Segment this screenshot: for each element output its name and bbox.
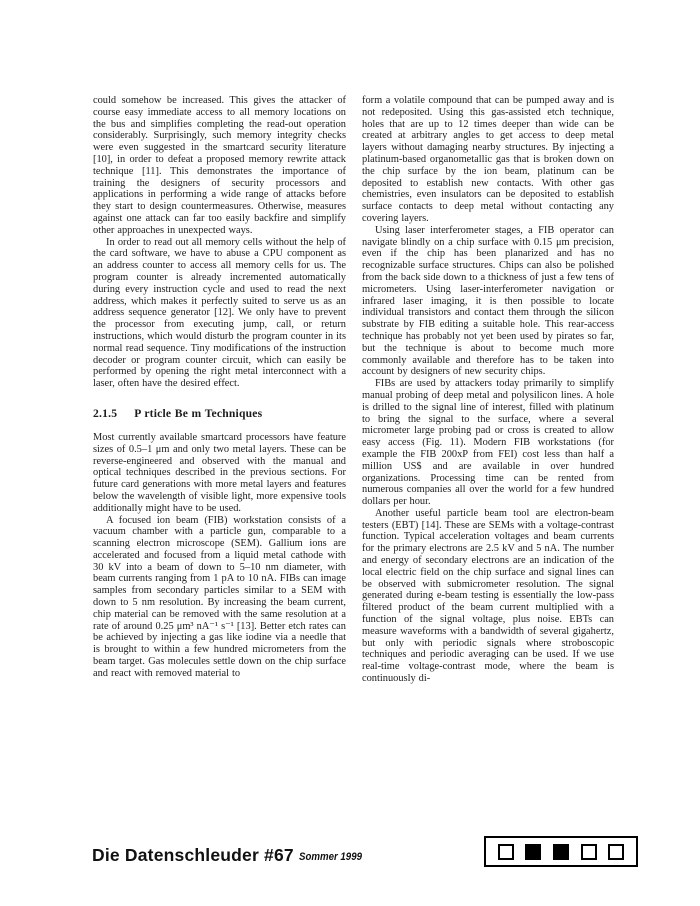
text-column-right	[362, 95, 614, 685]
paragraph-left-2: In order to read out all memory cells without the help of the card software, we have to abuse a CPU component as an address counter to access all memory cells for us. The program counter is already incremented automatically during every instruction cycle and used to read the next address, which makes it perfectly suited to serve us as an address sequence generator [12]. We only have to prevent the processor from executing jump, call, or return instructions, which would disturb the program counter in its normal read sequence. Tiny modifications of the instruction decoder or program counter circuit, which can easily be performed by opening the right metal interconnect with a laser, often have the desired effect.	[93, 236, 346, 390]
paragraph-left-4: A focused ion beam (FIB) workstation consists of a vacuum chamber with a particle gun, comparable to a scanning electron microscope (SEM). Gallium ions are accelerated and focused from a liquid metal cathode with 30 kV into a beam of down to 5–10 nm diameter, with beam currents ranging from 1 pA to 10 nA. FIBs can image samples from secondary particles similar to a SEM with down to 5 nm resolution. By increasing the beam current, chip material can be removed with the same resolution at a rate of around 0.25 μm³ nA⁻¹ s⁻¹ [13]. Better etch rates can be achieved by injecting a gas like iodine via a needle that is brought to within a few hundred micrometers from the beam target. Gas molecules settle down on the chip surface and react with removed material to	[93, 514, 346, 679]
paragraph-right-1: form a volatile compound that can be pumped away and is not redeposited. Using this gas-assisted etch technique, holes that are up to 12 times deeper than wide can be created at arbitrary angles to get access to deep metal layers without damaging nearby structures. By injecting a platinum-based organometallic gas that is broken down on the chip surface by the ion beam, platinum can be deposited to establish new contacts. With other gas chemistries, even insulators can be deposited to establish surface contacts to deep metal without contacting any covering layers.	[362, 95, 614, 224]
text-column-left	[93, 95, 346, 680]
section-number: 2.1.5	[93, 406, 118, 420]
footer-journal-title: Die Datenschleuder #67	[92, 845, 294, 865]
section-heading	[93, 407, 346, 420]
footer-issue-date: Sommer 1999	[299, 851, 362, 863]
pagination-marks	[484, 836, 638, 867]
pagination-mark-outline	[608, 844, 624, 860]
pagination-mark-filled	[553, 844, 569, 860]
paragraph-right-4: Another useful particle beam tool are electron-beam testers (EBT) [14]. These are SEMs with a voltage-contrast function. Typical acceleration voltages and beam currents for the primary electrons are 2.5 kV and 5 nA. The number and energy of secondary electrons are an indication of the local electric field on the chip surface and signal lines can be observed with submicrometer resolution. The signal generated during e-beam testing is essentially the low-pass filtered product of the beam current multiplied with a function of the signal voltage, plus noise. EBTs can measure waveforms with a bandwidth of several gigahertz, but only with periodic signals where stroboscopic techniques and periodic averaging can be used. If we use real-time voltage-contrast mode, where the beam is continuously di-	[362, 507, 614, 685]
pagination-mark-filled	[525, 844, 541, 860]
paragraph-left-3: Most currently available smartcard processors have feature sizes of 0.5–1 μm and only two metal layers. These can be reverse-engineered and observed with the manual and optical techniques described in the previous sections. For future card generations with more metal layers and features below the wavelength of visible light, more expensive tools additionally might have to be used.	[93, 431, 346, 514]
paragraph-right-3: FIBs are used by attackers today primarily to simplify manual probing of deep metal and polysilicon lines. A hole is drilled to the signal line of interest, filled with platinum to bring the signal to the surface, where a several micrometer large probing pad or cross is created to allow easy access (Fig. 11). Modern FIB workstations (for example the FIB 200xP from FEI) cost less than half a million US$ and are available in over hundred organizations. Processing time can be rented from numerous companies all over the world for a few hundred dollars per hour.	[362, 378, 614, 508]
paragraph-left-1: could somehow be increased. This gives the attacker of course easy immediate access to all memory locations on the bus and simplifies completing the read-out operation considerably. Surprisingly, such memory integrity checks were even suggested in the smartcard security literature [10], in order to defeat a proposed memory rewrite attack technique [11]. This demonstrates the importance of training the designers of security processors and applications in performing a wide range of attacks before they start to design countermeasures. Otherwise, measures against one attack can far too easily backfire and simplify other approaches in unexpected ways.	[93, 95, 346, 236]
paragraph-right-2: Using laser interferometer stages, a FIB operator can navigate blindly on a chip surface with 0.15 μm precision, even if the chip has been planarized and has no recognizable surface structures. Chips can also be polished from the back side down to a thickness of just a few tens of micrometers. Using laser-interferometer navigation or infrared laser imaging, it is then possible to locate individual transistors and contact them through the silicon substrate by FIB editing a suitable hole. This rear-access technique has probably not yet been used by pirates so far, but the technique is about to become much more commonly available and therefore has to be taken into account by designers of new security chips.	[362, 224, 614, 378]
section-title: P rticle Be m Techniques	[134, 406, 263, 420]
pagination-mark-outline	[581, 844, 597, 860]
pagination-mark-outline	[498, 844, 514, 860]
